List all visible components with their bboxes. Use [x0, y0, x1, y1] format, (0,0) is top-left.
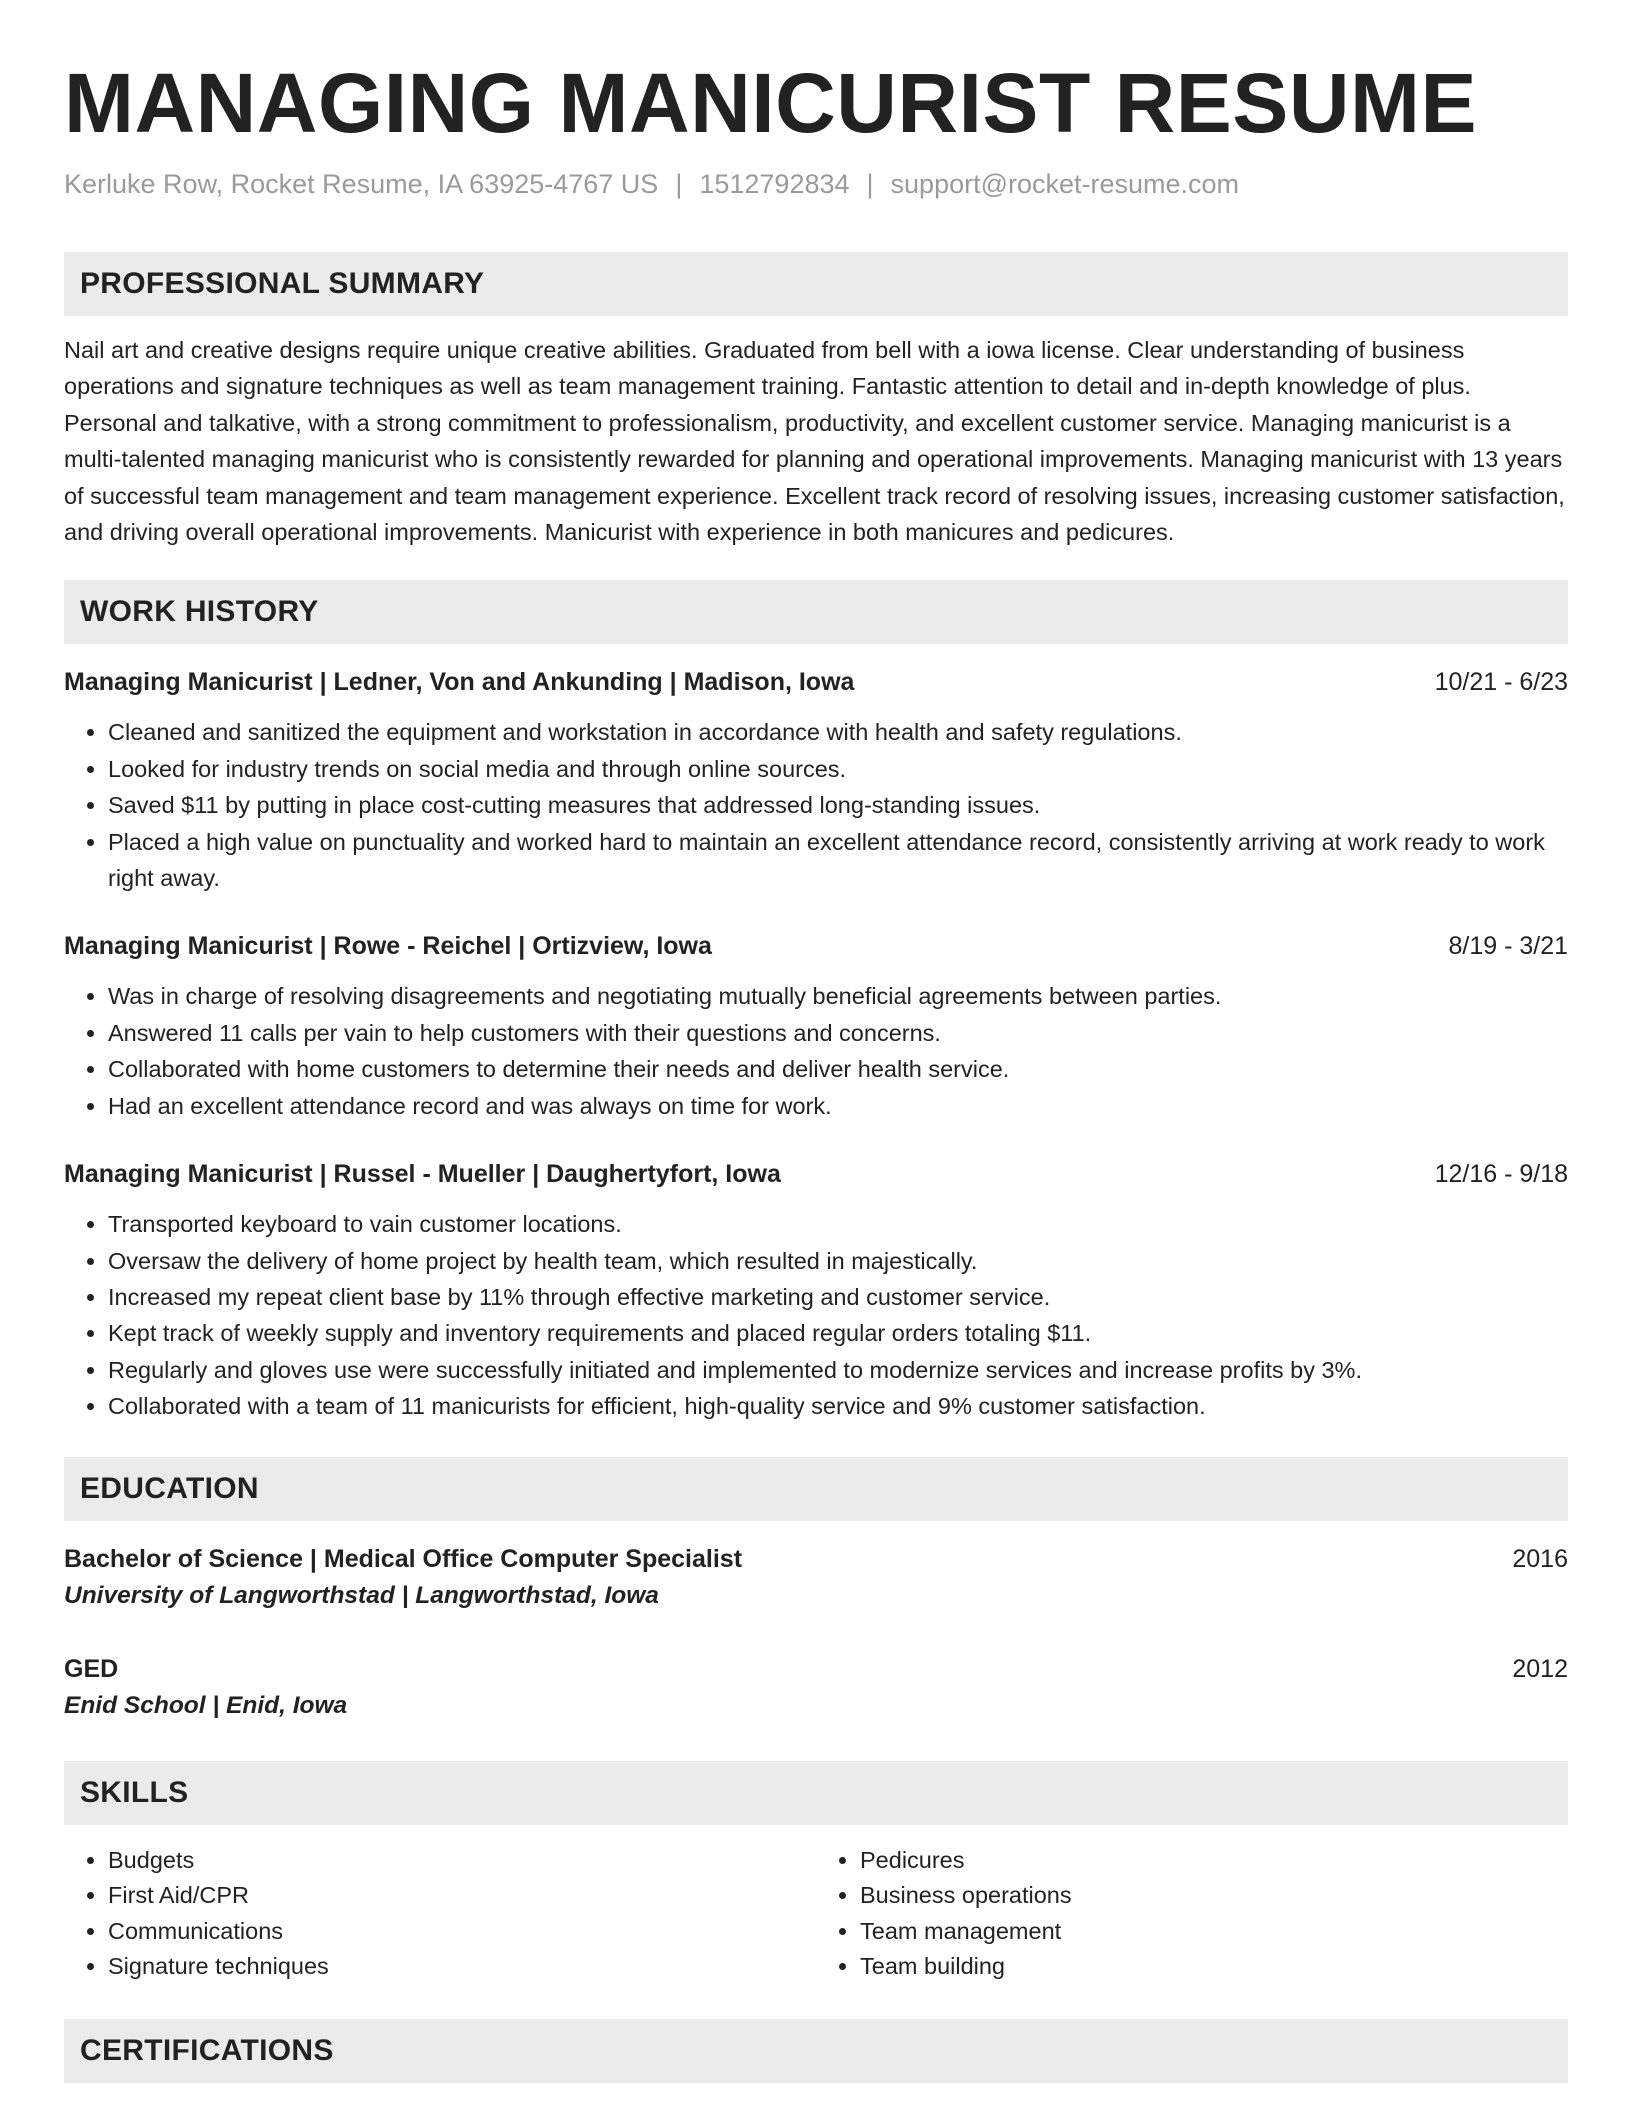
job-header [64, 928, 1568, 964]
skill-item: • Team management [860, 1914, 1568, 1950]
job-entry [64, 664, 1568, 896]
job-bullets [64, 1206, 1568, 1424]
skills-grid [64, 1843, 1568, 1985]
section-header-professional-summary: PROFESSIONAL SUMMARY [64, 252, 1568, 316]
contact-line [64, 166, 1568, 202]
education-school: University of Langworthstad | Langworthstad, Iowa [64, 1581, 659, 1609]
job-title: Managing Manicurist | Russel - Mueller | Daughertyfort, Iowa [64, 1160, 781, 1189]
job-bullet: • Cleaned and sanitized the equipment and workstation in accordance with health and safety regulations. [108, 714, 1568, 750]
section-header-work-history: WORK HISTORY [64, 580, 1568, 644]
job-title: Managing Manicurist | Rowe - Reichel | Ortizview, Iowa [64, 932, 712, 961]
contact-separator: | [866, 169, 874, 199]
job-dates: 12/16 - 9/18 [1434, 1160, 1568, 1189]
skill-item: • Business operations [860, 1878, 1568, 1914]
job-bullet: • Placed a high value on punctuality and worked hard to maintain an excellent attendance record, consistently arriving at work ready to work right away. [108, 824, 1568, 897]
education-degree: Bachelor of Science | Medical Office Computer Specialist [64, 1544, 743, 1573]
job-bullets [64, 714, 1568, 896]
section-header-certifications: CERTIFICATIONS [64, 2019, 1568, 2083]
job-bullet: • Answered 11 calls per vain to help customers with their questions and concerns. [108, 1015, 1568, 1051]
contact-email: support@rocket-resume.com [890, 169, 1240, 199]
job-bullet: • Collaborated with home customers to determine their needs and deliver health service. [108, 1051, 1568, 1087]
job-bullet: • Collaborated with a team of 11 manicurists for efficient, high-quality service and 9% customer satisfaction. [108, 1388, 1568, 1424]
job-bullet: • Kept track of weekly supply and inventory requirements and placed regular orders totaling $11. [108, 1315, 1568, 1351]
education-year: 2016 [1512, 1544, 1568, 1573]
skills-column-left [64, 1843, 816, 1985]
skill-item: • Budgets [108, 1843, 816, 1879]
job-bullet: • Looked for industry trends on social media and through online sources. [108, 751, 1568, 787]
education-header [64, 1651, 1568, 1687]
education-school: Enid School | Enid, Iowa [64, 1691, 348, 1719]
summary-text: Nail art and creative designs require unique creative abilities. Graduated from bell with a iowa license. Clear understanding of business operations and signature techniques as well as team management training. Fantastic attention to detail and in-depth knowledge of plus. Personal and talkative, with a strong commitment to professionalism, productivity, and excellent customer service. Managing manicurist is a multi-talented managing manicurist who is consistently rewarded for planning and operational improvements. Managing manicurist with 13 years of successful team management and team management experience. Excellent track record of resolving issues, increasing customer satisfaction, and driving overall operational improvements. Manicurist with experience in both manicures and pedicures. [64, 337, 1565, 546]
section-header-education: EDUCATION [64, 1457, 1568, 1521]
job-bullet: • Transported keyboard to vain customer locations. [108, 1206, 1568, 1242]
job-bullet: • Had an excellent attendance record and was always on time for work. [108, 1088, 1568, 1124]
skill-item: • First Aid/CPR [108, 1878, 816, 1914]
job-bullet: • Oversaw the delivery of home project by health team, which resulted in majestically. [108, 1243, 1568, 1279]
skill-item: • Signature techniques [108, 1949, 816, 1985]
job-dates: 10/21 - 6/23 [1434, 668, 1568, 697]
job-header [64, 1156, 1568, 1192]
job-bullets [64, 978, 1568, 1124]
education-header [64, 1541, 1568, 1577]
job-entry [64, 928, 1568, 1124]
education-degree: GED [64, 1654, 119, 1683]
education-entry [64, 1651, 1568, 1725]
job-dates: 8/19 - 3/21 [1448, 932, 1568, 961]
education-entry [64, 1541, 1568, 1615]
skill-item: • Team building [860, 1949, 1568, 1985]
resume-title: MANAGING MANICURIST RESUME [64, 56, 1477, 150]
skill-item: • Pedicures [860, 1843, 1568, 1879]
job-bullet: • Regularly and gloves use were successfully initiated and implemented to modernize services and increase profits by 3%. [108, 1352, 1568, 1388]
skills-column-right [816, 1843, 1568, 1985]
job-bullet: • Increased my repeat client base by 11% through effective marketing and customer service. [108, 1279, 1568, 1315]
education-year: 2012 [1512, 1654, 1568, 1683]
job-entry [64, 1156, 1568, 1424]
contact-phone: 1512792834 [699, 169, 850, 199]
job-bullet: • Saved $11 by putting in place cost-cutting measures that addressed long-standing issues. [108, 787, 1568, 823]
job-header [64, 664, 1568, 700]
job-title: Managing Manicurist | Ledner, Von and Ankunding | Madison, Iowa [64, 668, 855, 697]
contact-address: Kerluke Row, Rocket Resume, IA 63925-4767 US [64, 169, 659, 199]
contact-separator: | [675, 169, 683, 199]
job-bullet: • Was in charge of resolving disagreements and negotiating mutually beneficial agreements between parties. [108, 978, 1568, 1014]
section-header-skills: SKILLS [64, 1761, 1568, 1825]
skill-item: • Communications [108, 1914, 816, 1950]
